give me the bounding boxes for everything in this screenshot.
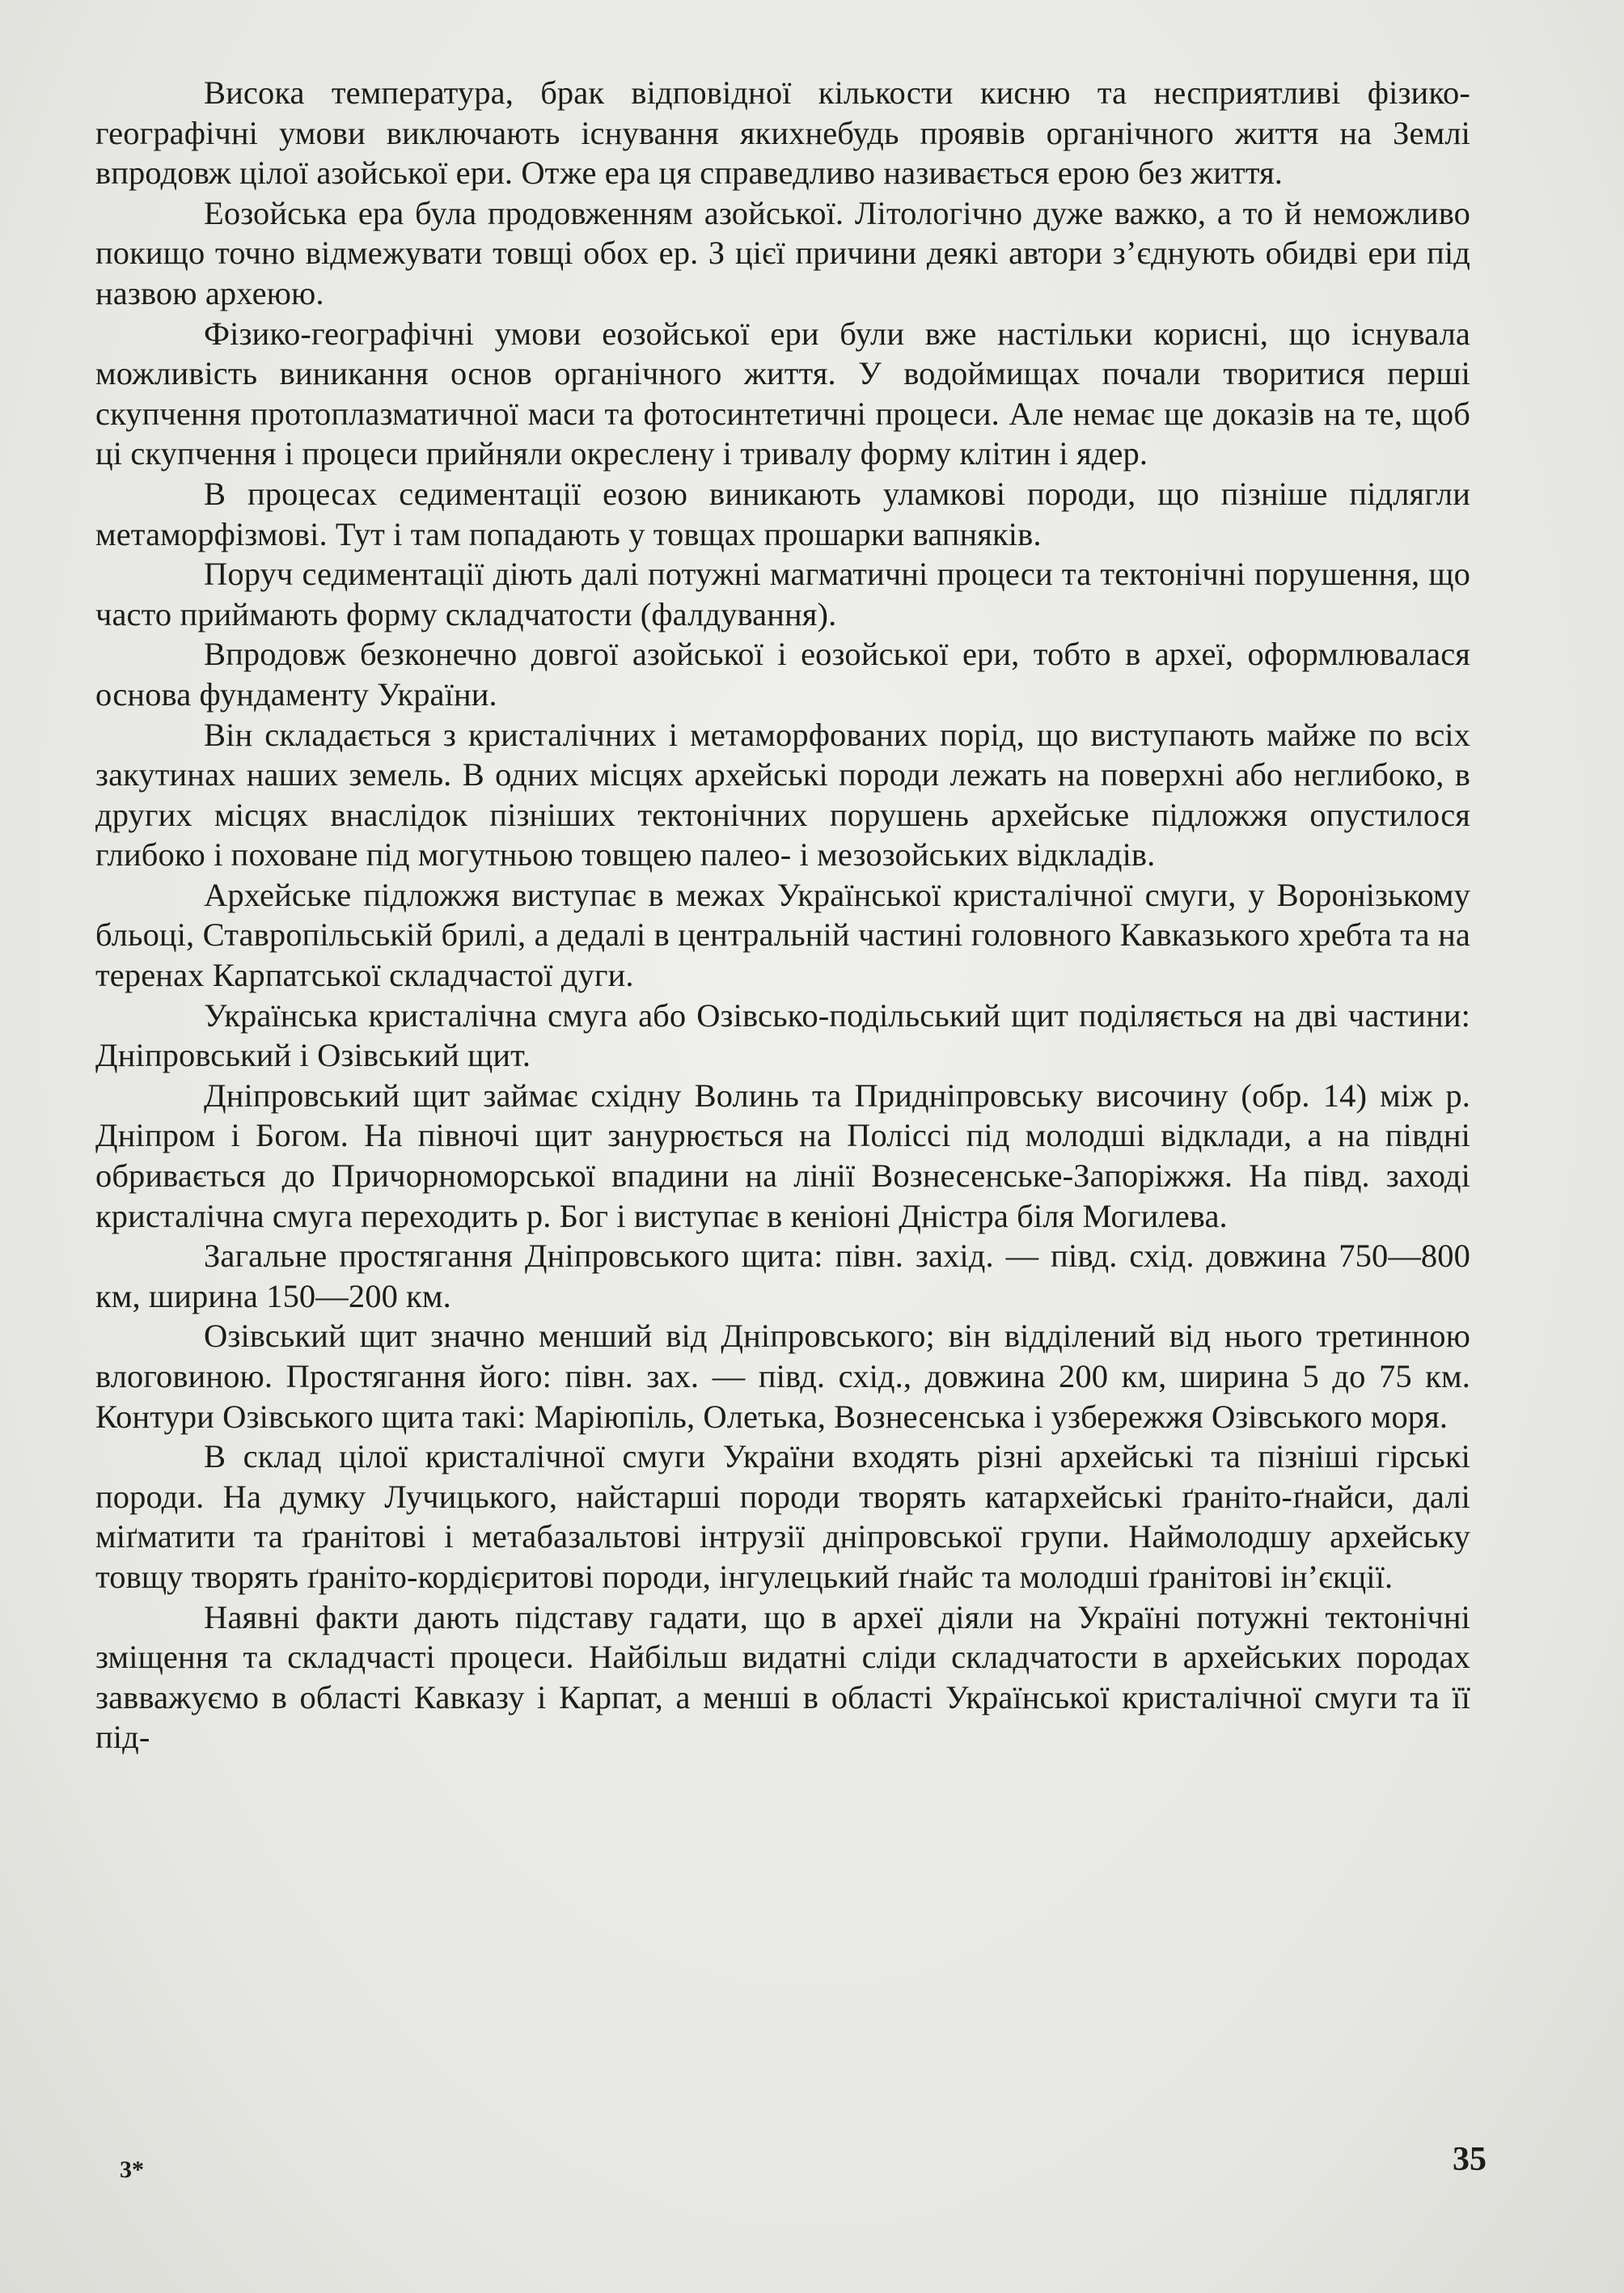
paragraph: Він складається з кристалічних і метаморфованих порід, що виступають майже по всіх закутинах наших земель. В одних місцях архейські породи лежать на поверхні або неглибоко, в других місцях внаслідок пізніших тектонічних порушень архейське підложжя опустилося глибоко і поховане під могутньою товщею палео- і мезозойських відкладів. bbox=[95, 716, 1470, 874]
paragraph: Загальне простягання Дніпровського щита: півн. захід. — півд. схід. довжина 750—800 км, ширина 150—200 км. bbox=[95, 1237, 1470, 1314]
printer-signature: 3* bbox=[120, 2156, 144, 2183]
paragraph: Поруч седиментації діють далі потужні магматичні процеси та тектонічні порушення, що часто приймають форму складчатости (фалдування). bbox=[95, 556, 1470, 632]
paragraph: Еозойська ера була продовженням азойської. Літологічно дуже важко, а то й неможливо покищо точно відмежувати товщі обох ер. З цієї причини деякі автори з’єднують обидві ери під назвою археюю. bbox=[95, 194, 1470, 311]
paragraph: Дніпровський щит займає східну Волинь та Придніпровську височину (обр. 14) між р. Дніпром і Богом. На півночі щит занурюється на Поліссі під молодші відклади, а на півдні обривається до Причорноморської впадини на лінії Вознесенське-Запоріжжя. На півд. заході кристалічна смуга переходить р. Бог і виступає в кеніоні Дністра біля Могилева. bbox=[95, 1077, 1470, 1234]
paragraph: Впродовж безконечно довгої азойської і еозойської ери, тобто в археї, оформлювалася основа фундаменту України. bbox=[95, 636, 1470, 713]
paragraph: Українська кристалічна смуга або Озівсько-подільський щит поділяється на дві частини: Дніпровський і Озівський щит. bbox=[95, 996, 1470, 1074]
page-number: 35 bbox=[1453, 2141, 1487, 2178]
paragraph: Наявні факти дають підставу гадати, що в археї діяли на Україні потужні тектонічні зміщення та складчасті процеси. Найбільш видатні сліди складчатости в архейських породах завважуємо в області Кавказу і Карпат, а менші в області Української кристалічної смуги та її під- bbox=[95, 1598, 1470, 1756]
paragraph: Фізико-географічні умови еозойської ери були вже настільки корисні, що існувала можливість виникання основ органічного життя. У водоймищах почали творитися перші скупчення протоплазматичної маси та фотосинтетичні процеси. Але немає ще доказів на те, щоб ці скупчення і процеси прийняли окреслену і тривалу форму клітин і ядер. bbox=[95, 315, 1470, 472]
paragraph: Архейське підложжя виступає в межах Української кристалічної смуги, у Воронізькому бльоці, Ставропільській брилі, а дедалі в центральній частині головного Кавказького хребта та на теренах Карпатської складчастої дуги. bbox=[95, 876, 1470, 994]
body-text bbox=[95, 73, 1470, 1758]
paragraph: Озівський щит значно менший від Дніпровського; він відділений від нього третинною влоговиною. Простягання його: півн. зах. — півд. схід., довжина 200 км, ширина 5 до 75 км. Контури Озівського щита такі: Маріюпіль, Олетька, Вознесенська і узбережжя Озівського моря. bbox=[95, 1318, 1470, 1435]
paragraph: В процесах седиментації еозою виникають уламкові породи, що пізніше підлягли метаморфізмові. Тут і там попадають у товщах прошарки вапняків. bbox=[95, 475, 1470, 552]
paragraph: В склад цілої кристалічної смуги України входять різні архейські та пізніші гірські породи. На думку Лучицького, найстарші породи творять катархейські ґраніто-ґнайси, далі міґматити та ґранітові і метабазальтові інтрузії дніпровської групи. Наймолодшу архейську товщу творять ґраніто-кордієритові породи, інгулецький ґнайс та молодші ґранітові ін’єкції. bbox=[95, 1438, 1470, 1595]
paragraph: Висока температура, брак відповідної кількости кисню та несприятливі фізико-географічні умови виключають існування якихнебудь проявів органічного життя на Землі впродовж цілої азойської ери. Отже ера ця справедливо називається ерою без життя. bbox=[95, 74, 1470, 192]
